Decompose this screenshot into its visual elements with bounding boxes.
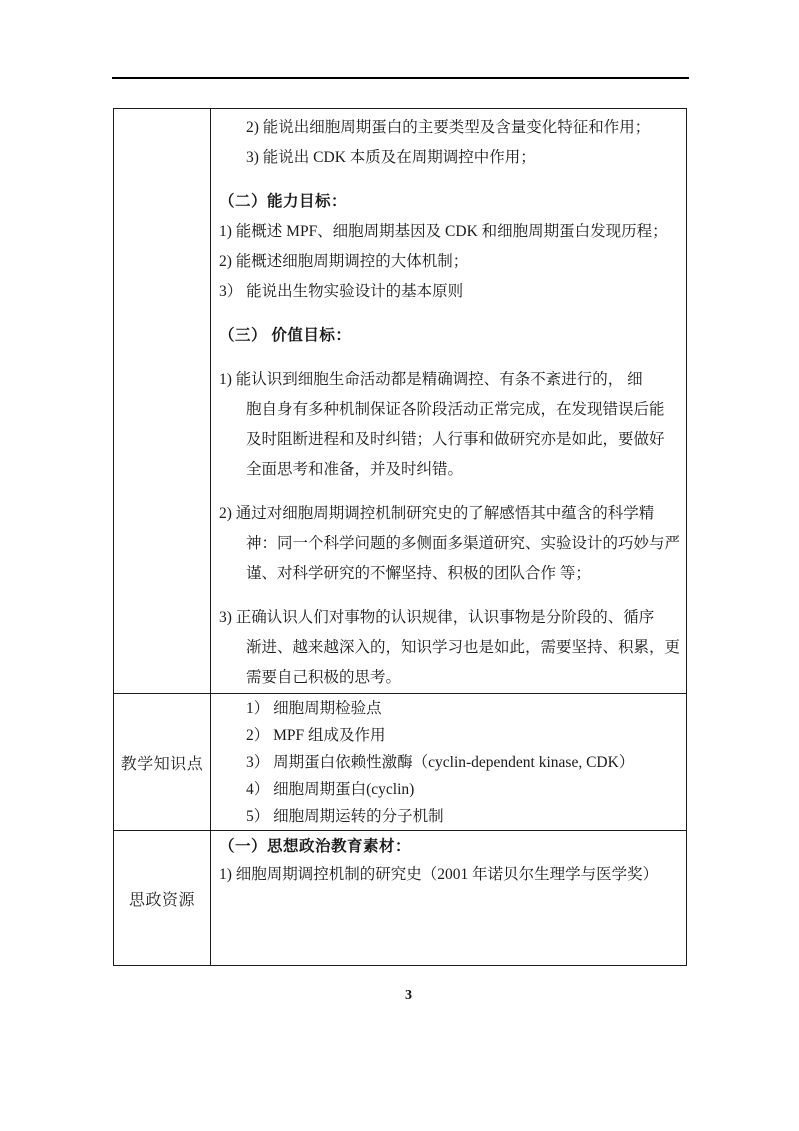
row-label-teaching-knowledge-points: 教学知识点 [114, 694, 211, 830]
knowledge-points-content-cell [211, 694, 686, 830]
row-label-cell-empty [114, 109, 211, 693]
knowledge-point-line: 5） 细胞周期运转的分子机制 [246, 808, 444, 825]
text-line: （二）能力目标： [219, 193, 348, 210]
text-line: 谨、对科学研究的不懈坚持、积极的团队合作 等； [246, 565, 591, 582]
objectives-content-cell [211, 109, 686, 693]
text-line: 渐进、越来越深入的，知识学习也是如此，需要坚持、积累，更 [246, 639, 681, 656]
text-line: 3) 能说出 CDK 本质及在周期调控中作用； [246, 149, 536, 166]
text-line: 2) 通过对细胞周期调控机制研究史的了解感悟其中蕴含的科学精 [219, 505, 655, 522]
text-line: 2) 能说出细胞周期蛋白的主要类型及含量变化特征和作用； [246, 119, 651, 136]
knowledge-point-line: 2） MPF 组成及作用 [246, 727, 386, 744]
text-line: 神：同一个科学问题的多侧面多渠道研究、实验设计的巧妙与严 [246, 535, 681, 552]
knowledge-point-line: 3） 周期蛋白依赖性激酶（cyclin-dependent kinase, CDK） [246, 754, 635, 771]
text-line: （三） 价值目标： [219, 327, 352, 344]
text-line: 及时阻断进程和及时纠错；人行事和做研究亦是如此，要做好 [246, 431, 665, 448]
text-line: 3） 能说出生物实验设计的基本原则 [219, 283, 464, 300]
table-row-knowledge-points [114, 694, 686, 831]
page-number: 3 [405, 988, 412, 1003]
text-line: 1) 能认识到细胞生命活动都是精确调控、有条不紊进行的， 细 [219, 371, 643, 388]
table-row-ideological-resources [114, 831, 686, 965]
ideological-material-line: 1) 细胞周期调控机制的研究史（2001 年诺贝尔生理学与医学奖） [219, 866, 659, 883]
knowledge-point-line: 4） 细胞周期蛋白(cyclin) [246, 781, 415, 798]
table-row-objectives [114, 109, 686, 694]
row-label-ideological-resources: 思政资源 [114, 831, 211, 965]
text-line: 需要自己积极的思考。 [246, 669, 402, 686]
text-line: 胞自身有多种机制保证各阶段活动正常完成，在发现错误后能 [246, 401, 665, 418]
text-line: 全面思考和准备，并及时纠错。 [246, 461, 464, 478]
text-line: 3) 正确认识人们对事物的认识规律，认识事物是分阶段的、循序 [219, 609, 655, 626]
ideological-materials-heading: （一）思想政治教育素材： [219, 838, 412, 855]
ideological-resources-content-cell [211, 831, 686, 965]
text-line: 1) 能概述 MPF、细胞周期基因及 CDK 和细胞周期蛋白发现历程； [219, 223, 668, 240]
lesson-plan-table [113, 108, 687, 966]
header-rule [112, 77, 689, 79]
text-line: 2) 能概述细胞周期调控的大体机制； [219, 253, 469, 270]
knowledge-point-line: 1） 细胞周期检验点 [246, 700, 382, 717]
